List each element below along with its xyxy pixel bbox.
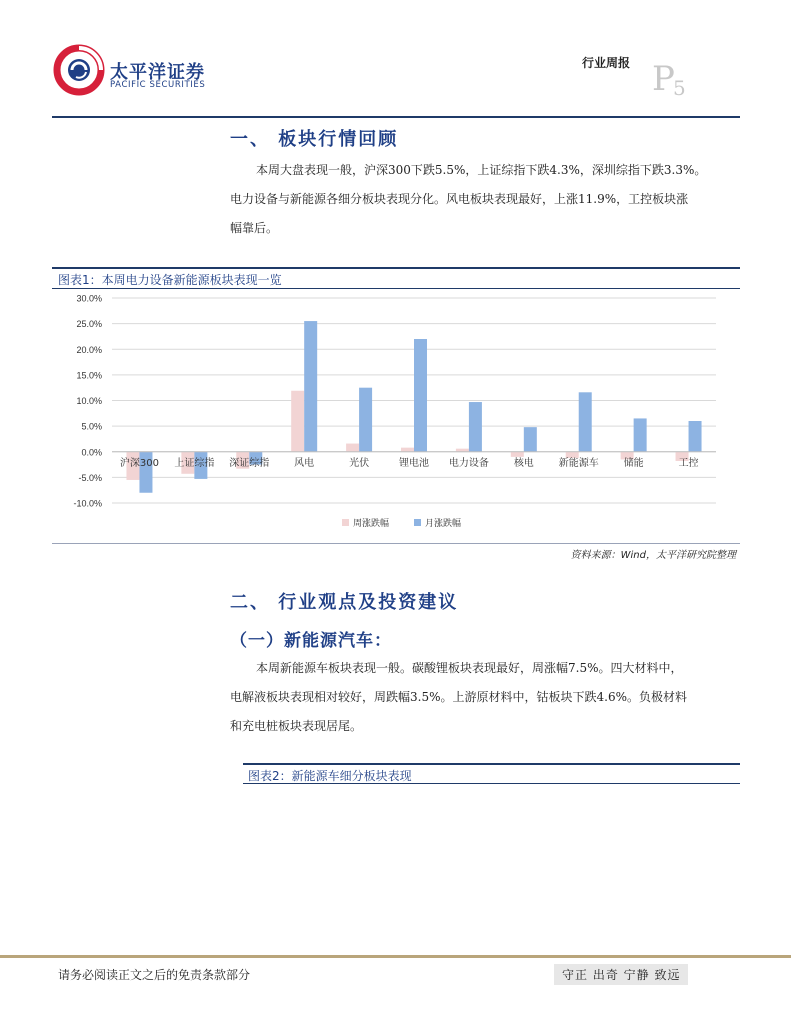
y-tick-label: -10.0% (73, 498, 102, 509)
section-2-paragraph-line: 和充电桩板块表现居尾。 (230, 719, 363, 733)
bar-monthly (359, 388, 372, 452)
y-tick-label: 30.0% (76, 293, 102, 304)
x-category-label: 风电 (294, 457, 315, 469)
bar-monthly (634, 418, 647, 451)
bar-weekly (346, 444, 359, 452)
figure-1-top-rule (52, 267, 740, 269)
figure-1-source: 资料来源：Wind，太平洋研究院整理 (570, 550, 736, 561)
bar-weekly (511, 452, 524, 457)
section-1-paragraph-line: 电力设备与新能源各细分板块表现分化。风电板块表现最好，上涨11.9%，工控板块涨 (230, 192, 689, 206)
bar-monthly (579, 392, 592, 451)
figure-2-top-rule (243, 763, 740, 765)
x-category-label: 上证综指 (174, 457, 215, 469)
page-number: 5 (673, 76, 686, 100)
section-1-paragraph-line: 幅靠后。 (230, 221, 279, 235)
y-tick-label: 20.0% (76, 344, 102, 355)
y-tick-label: 25.0% (76, 319, 102, 330)
section-1-paragraph-line: 本周大盘表现一般，沪深300下跌5.5%，上证综指下跌4.3%，深圳综指下跌3.3%。 (256, 163, 707, 177)
brand-name-cn: 太平洋证券 (110, 62, 205, 83)
bar-weekly (291, 391, 304, 452)
x-category-label: 电力设备 (448, 457, 489, 469)
bar-weekly (401, 448, 414, 452)
bar-monthly (414, 339, 427, 452)
pacific-securities-logo-icon (52, 44, 106, 96)
x-category-label: 锂电池 (399, 457, 429, 469)
x-category-label: 新能源车 (558, 457, 599, 469)
y-tick-label: -5.0% (78, 472, 102, 483)
x-category-label: 核电 (513, 457, 534, 469)
footer-disclaimer: 请务必阅读正文之后的免责条款部分 (58, 968, 251, 982)
y-tick-label: 15.0% (76, 370, 102, 381)
sector-performance-bar-chart (52, 290, 740, 542)
bar-monthly (524, 427, 537, 452)
footer-motto: 守正 出奇 宁静 致远 (554, 964, 688, 985)
section-1-title: 一、 板块行情回顾 (230, 129, 399, 150)
figure-1-caption: 图表1：本周电力设备新能源板块表现一览 (58, 273, 282, 287)
x-category-label: 储能 (623, 457, 644, 469)
legend-swatch (342, 519, 349, 526)
y-tick-label: 5.0% (81, 421, 102, 432)
y-tick-label: 0.0% (81, 447, 102, 458)
section-2-title: 二、 行业观点及投资建议 (230, 592, 459, 613)
subsection-1-title: （一）新能源汽车： (230, 631, 392, 651)
section-2-paragraph-line: 电解液板块表现相对较好，周跌幅3.5%。上游原材料中，钴板块下跌4.6%。负极材料 (230, 690, 687, 704)
brand-name-en: PACIFIC SECURITIES (110, 80, 206, 90)
bar-monthly (469, 402, 482, 452)
legend-label: 月涨跌幅 (425, 519, 462, 529)
figure-1-caption-rule (52, 288, 740, 289)
x-category-label: 沪深300 (119, 457, 160, 469)
page-letter: P (652, 59, 675, 99)
bar-monthly (689, 421, 702, 452)
header-divider (52, 116, 740, 118)
section-2-paragraph-line: 本周新能源车板块表现一般。碳酸锂板块表现最好，周涨幅7.5%。四大材料中， (256, 661, 683, 675)
bar-monthly (304, 321, 317, 452)
y-tick-label: 10.0% (76, 396, 102, 406)
x-category-label: 工控 (678, 457, 699, 469)
legend-swatch (414, 519, 421, 526)
x-category-label: 深证综指 (229, 457, 270, 469)
legend-label: 周涨跌幅 (353, 519, 390, 529)
x-category-label: 光伏 (349, 457, 370, 469)
figure-2-caption: 图表2：新能源车细分板块表现 (248, 769, 412, 783)
figure-1-bottom-rule (52, 543, 740, 544)
figure-2-caption-rule (243, 783, 740, 784)
footer-divider (0, 955, 791, 958)
report-type-label: 行业周报 (582, 56, 631, 70)
